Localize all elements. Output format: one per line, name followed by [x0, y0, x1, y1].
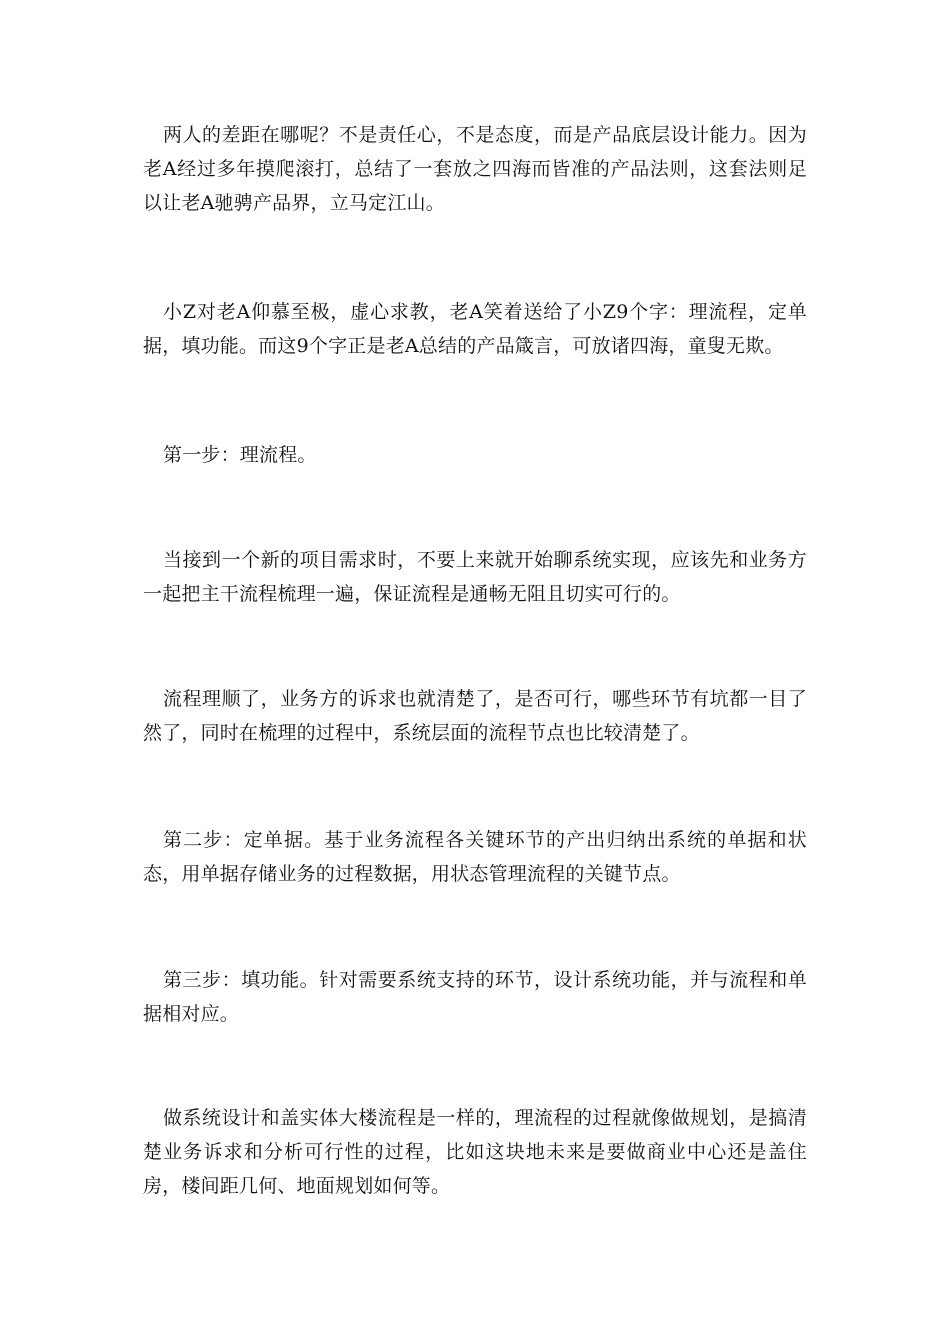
paragraph-step-one-detail: 当接到一个新的项目需求时，不要上来就开始聊系统实现，应该先和业务方一起把主干流程梳理一遍，保证流程是通畅无阻且切实可行的。 [143, 549, 807, 605]
paragraph-step-two: 第二步：定单据。基于业务流程各关键环节的产出归纳出系统的单据和状态，用单据存储业务的过程数据，用状态管理流程的关键节点。 [143, 829, 807, 885]
paragraph-building-analogy: 做系统设计和盖实体大楼流程是一样的，理流程的过程就像做规划，是搞清楚业务诉求和分析可行性的过程，比如这块地未来是要做商业中心还是盖住房，楼间距几何、地面规划如何等。 [143, 1107, 807, 1197]
paragraph-nine-characters: 小Z对老A仰慕至极，虚心求教，老A笑着送给了小Z9个字：理流程，定单据，填功能。而这9个字正是老A总结的产品箴言，可放诸四海，童叟无欺。 [143, 301, 807, 357]
paragraph-step-three: 第三步：填功能。针对需要系统支持的环节，设计系统功能，并与流程和单据相对应。 [143, 969, 807, 1025]
paragraph-skill-gap: 两人的差距在哪呢？不是责任心，不是态度，而是产品底层设计能力。因为老A经过多年摸爬滚打，总结了一套放之四海而皆准的产品法则，这套法则足以让老A驰骋产品界，立马定江山。 [143, 124, 807, 214]
paragraph-step-one-heading: 第一步：理流程。 [163, 444, 317, 466]
paragraph-process-clarified: 流程理顺了，业务方的诉求也就清楚了，是否可行，哪些环节有坑都一目了然了，同时在梳理的过程中，系统层面的流程节点也比较清楚了。 [143, 688, 807, 744]
